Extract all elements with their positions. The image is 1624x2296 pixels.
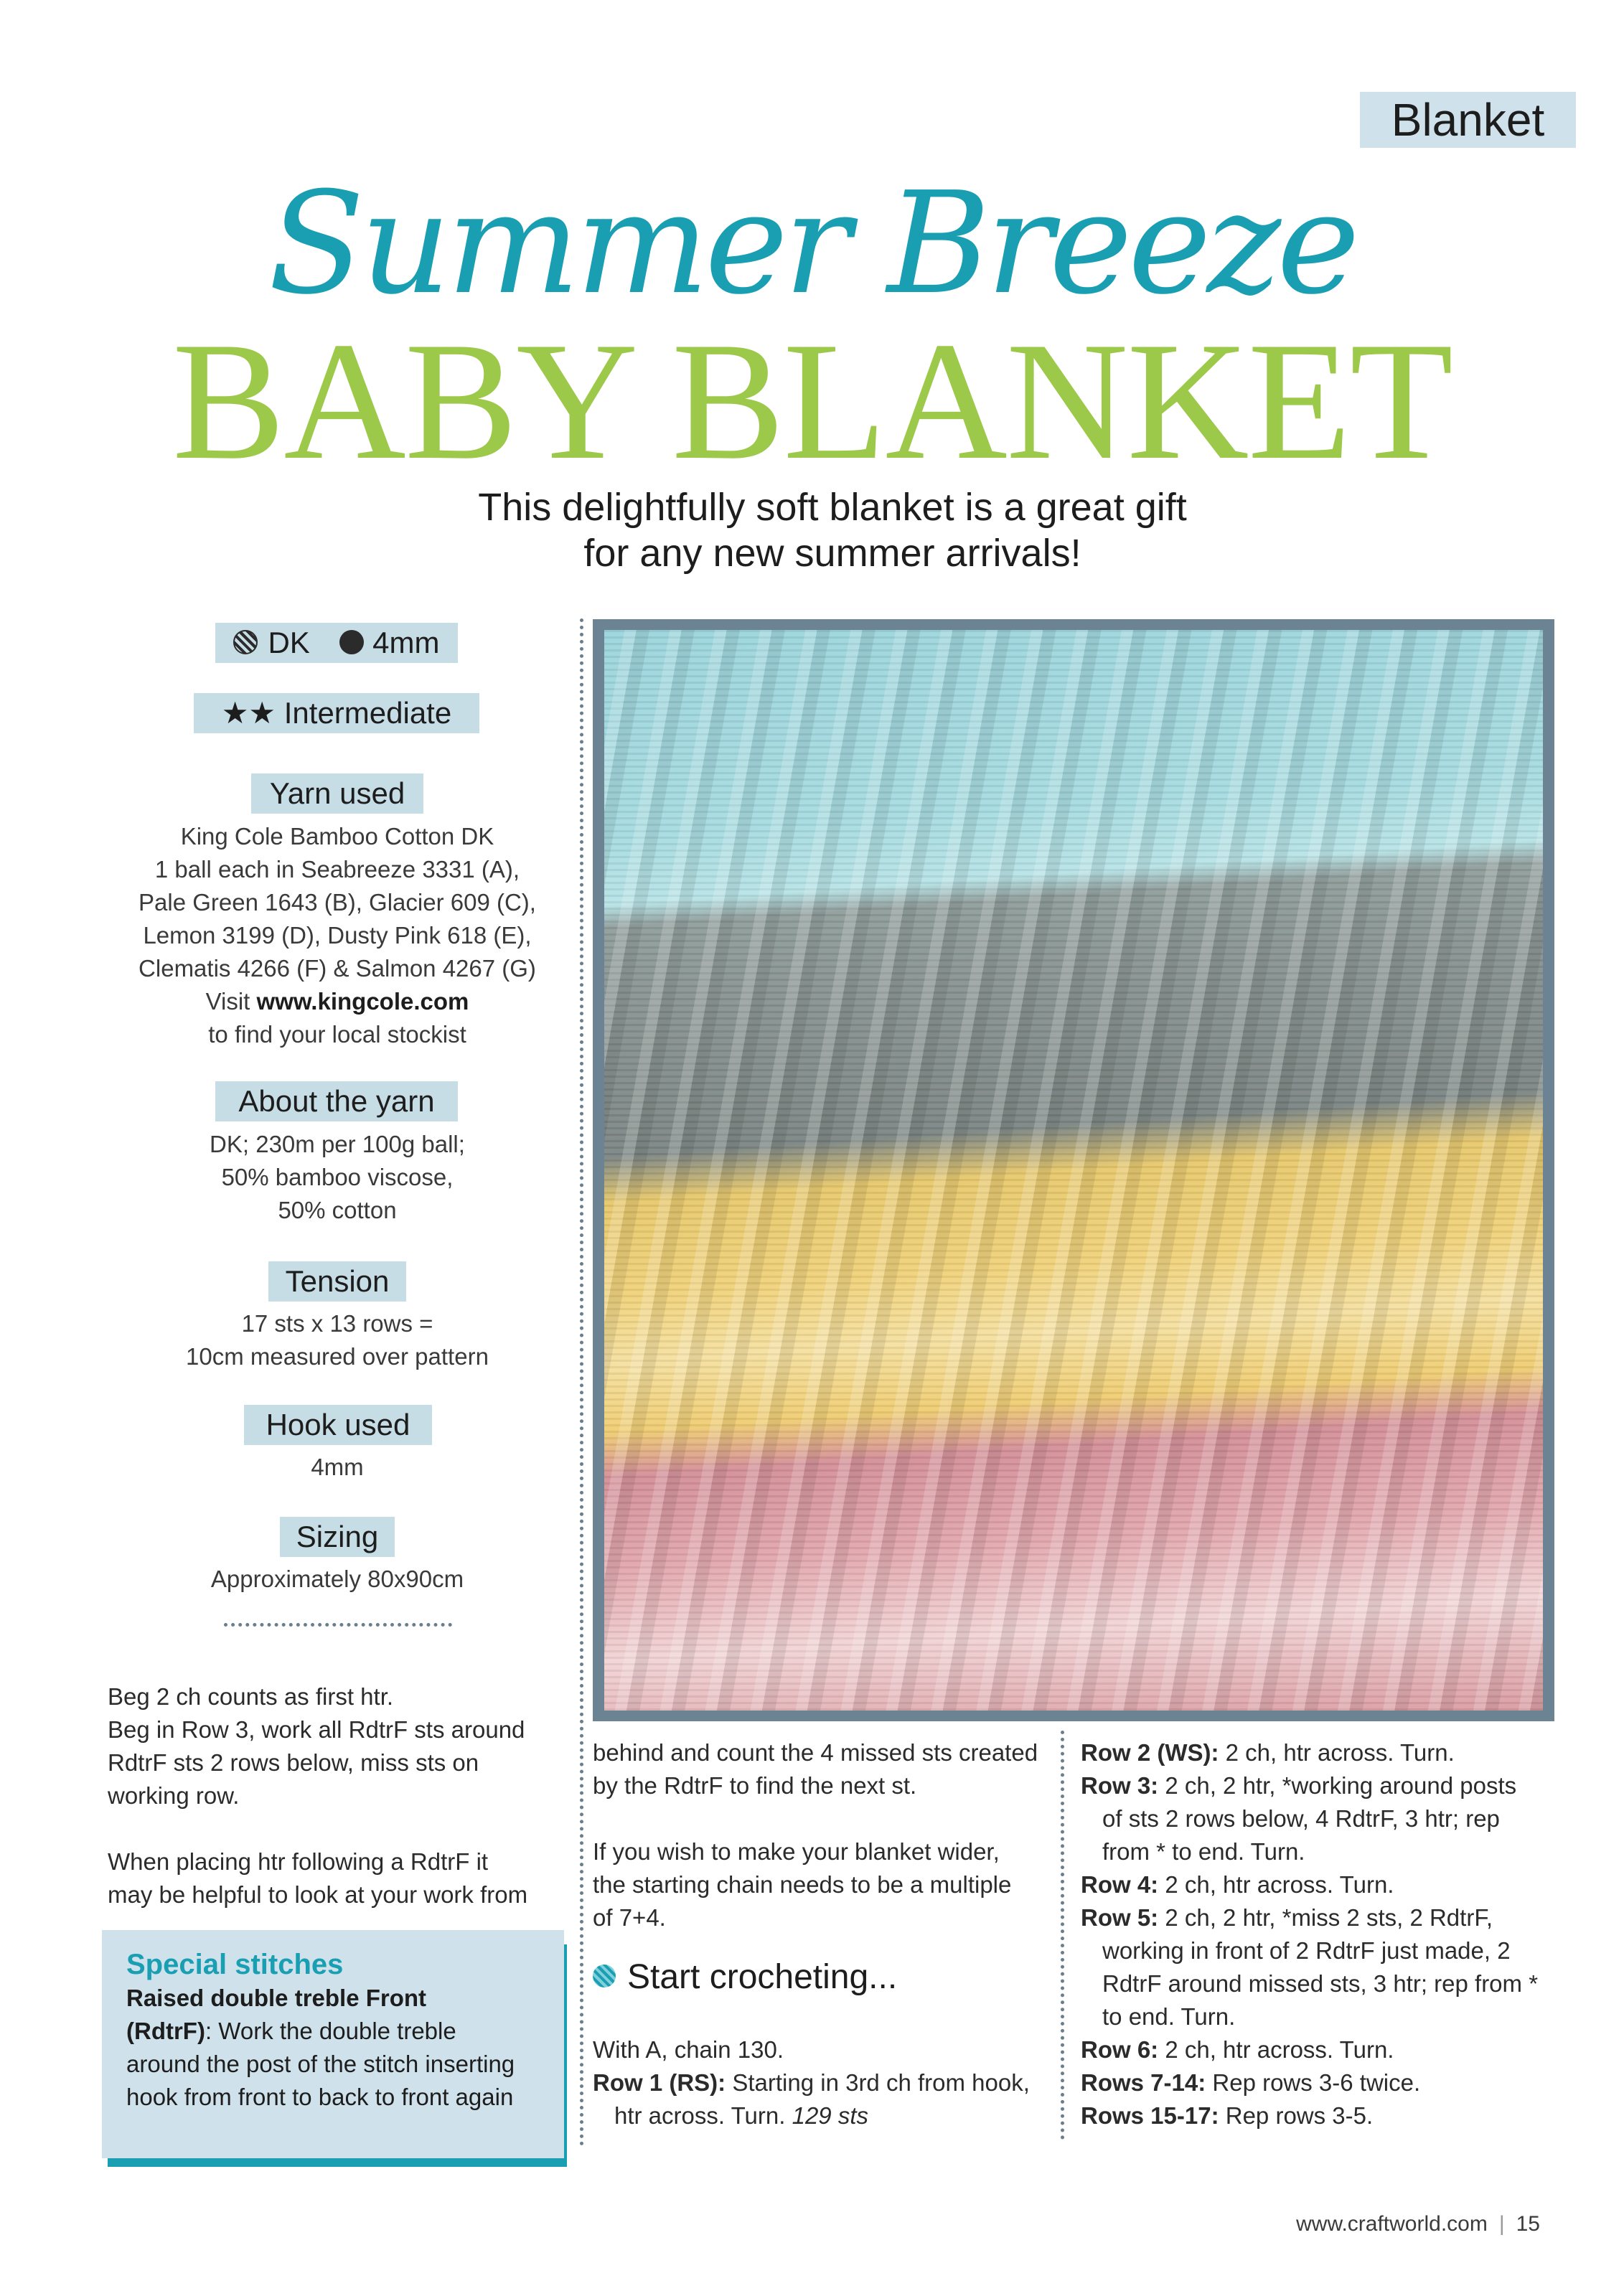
row-6-text: 2 ch, htr across. Turn. xyxy=(1158,2036,1394,2063)
footer-website[interactable]: www.craftworld.com xyxy=(1296,2212,1488,2236)
star-icon: ★★ xyxy=(221,696,276,730)
note-gap xyxy=(108,1812,567,1845)
column-divider-left xyxy=(580,618,583,2147)
row-6-label: Row 6: xyxy=(1081,2036,1159,2063)
special-stitches-def-2: around the post of the stitch inserting xyxy=(126,2051,515,2077)
row-2-label: Row 2 (WS): xyxy=(1081,1739,1219,1766)
subtitle-line-1: This delightfully soft blanket is a great gift xyxy=(478,486,1187,529)
special-stitches-box xyxy=(102,1930,564,2158)
rows-15-17-label: Rows 15-17: xyxy=(1081,2102,1219,2129)
rows-15-17-text: Rep rows 3-5. xyxy=(1219,2102,1374,2129)
title-script: Summer Breeze xyxy=(268,162,1356,326)
row-1-cont xyxy=(593,2099,1052,2132)
subtitle-line-2: for any new summer arrivals! xyxy=(583,532,1081,575)
row-1-label: Row 1 (RS): xyxy=(593,2069,726,2096)
yarn-weight-hook-badge xyxy=(215,623,458,663)
column-divider-right xyxy=(1061,1731,1064,2140)
row-2-text: 2 ch, htr across. Turn. xyxy=(1219,1739,1455,1766)
mid-gap xyxy=(593,1802,1052,1835)
row-3 xyxy=(1081,1769,1554,1802)
row-5-label: Row 5: xyxy=(1081,1904,1159,1931)
kingcole-link[interactable]: www.kingcole.com xyxy=(256,988,469,1015)
footer xyxy=(1220,2210,1540,2239)
row-1-line xyxy=(593,2066,1052,2099)
tension-line: 17 sts x 13 rows = xyxy=(241,1310,433,1337)
row-5-cont: working in front of 2 RdtrF just made, 2 xyxy=(1102,1937,1511,1964)
def-text: : Work the double treble xyxy=(205,2018,456,2044)
yarn-line: King Cole Bamboo Cotton DK xyxy=(180,823,494,850)
page-number: 15 xyxy=(1516,2212,1540,2236)
note-line: may be helpful to look at your work from xyxy=(108,1881,528,1908)
tension-line: 10cm measured over pattern xyxy=(186,1343,489,1370)
special-stitches-term xyxy=(126,1982,540,2015)
section-tag: Blanket xyxy=(1360,92,1576,148)
mid-line: If you wish to make your blanket wider, xyxy=(593,1838,1000,1865)
row-3-label: Row 3: xyxy=(1081,1772,1159,1799)
hook-size: 4mm xyxy=(372,626,440,659)
row-3-text: 2 ch, 2 htr, *working around posts xyxy=(1158,1772,1517,1799)
sizing-value: Approximately 80x90cm xyxy=(210,1566,464,1592)
row-1-cont-text: htr across. Turn. xyxy=(614,2102,792,2129)
yarn-line: 1 ball each in Seabreeze 3331 (A), xyxy=(154,856,520,883)
rows-7-14 xyxy=(1081,2066,1554,2099)
yarn-ball-icon xyxy=(233,630,258,654)
special-stitches-def-3: hook from front to back to front again xyxy=(126,2084,514,2110)
row-4-label: Row 4: xyxy=(1081,1871,1159,1898)
row-4 xyxy=(1081,1868,1554,1901)
term-abbr: (RdtrF) xyxy=(126,2018,205,2044)
yarn-used-label: Yarn used xyxy=(251,773,423,814)
chain-line: With A, chain 130. xyxy=(593,2036,784,2063)
row-5-cont: RdtrF around missed sts, 3 htr; rep from * xyxy=(1102,1970,1539,1997)
yarn-used-info xyxy=(100,820,574,1051)
rows-7-14-text: Rep rows 3-6 twice. xyxy=(1206,2069,1421,2096)
mid-spacer xyxy=(593,1999,1052,2033)
tension-info xyxy=(100,1307,574,1373)
about-yarn-label: About the yarn xyxy=(215,1081,458,1121)
tension-label: Tension xyxy=(268,1261,406,1302)
blanket-photo xyxy=(604,630,1543,1711)
start-crocheting-heading xyxy=(593,1956,1052,1999)
sidebar-divider xyxy=(224,1623,452,1627)
mid-spacer xyxy=(593,1934,1052,1956)
right-column xyxy=(1081,1736,1554,2132)
middle-column xyxy=(593,1736,1052,2132)
term-name: Raised double treble Front xyxy=(126,1985,427,2011)
about-yarn-info xyxy=(100,1128,574,1227)
sizing-label: Sizing xyxy=(280,1517,395,1557)
about-line: 50% cotton xyxy=(278,1197,397,1223)
visit-line xyxy=(100,985,574,1018)
notes-column xyxy=(108,1680,567,1911)
footer-separator: | xyxy=(1498,2212,1505,2236)
yarn-line: Clematis 4266 (F) & Salmon 4267 (G) xyxy=(139,955,536,982)
yarn-line: Lemon 3199 (D), Dusty Pink 618 (E), xyxy=(143,922,532,949)
yarn-ball-icon xyxy=(593,1965,616,1987)
row-1-count: 129 sts xyxy=(792,2102,868,2129)
skill-level-badge xyxy=(194,693,479,733)
row-3-cont: of sts 2 rows below, 4 RdtrF, 3 htr; rep xyxy=(1102,1805,1500,1832)
page-title: BABY BLANKET xyxy=(172,308,1452,495)
yarn-line: Pale Green 1643 (B), Glacier 609 (C), xyxy=(139,889,536,916)
mid-line: the starting chain needs to be a multiple xyxy=(593,1871,1012,1898)
skill-level: Intermediate xyxy=(283,696,452,730)
rows-15-17 xyxy=(1081,2099,1554,2132)
note-line: Beg in Row 3, work all RdtrF sts around xyxy=(108,1716,525,1743)
note-line: When placing htr following a RdtrF it xyxy=(108,1848,489,1875)
note-line: Beg 2 ch counts as first htr. xyxy=(108,1683,394,1710)
row-5-text: 2 ch, 2 htr, *miss 2 sts, 2 RdtrF, xyxy=(1158,1904,1493,1931)
hook-used-label: Hook used xyxy=(244,1405,432,1445)
yarn-weight: DK xyxy=(268,626,310,659)
row-3-cont: from * to end. Turn. xyxy=(1102,1838,1305,1865)
row-1-text: Starting in 3rd ch from hook, xyxy=(726,2069,1030,2096)
special-stitches-title: Special stitches xyxy=(126,1949,344,1980)
row-5 xyxy=(1081,1901,1554,1934)
hook-icon xyxy=(339,630,364,654)
row-6 xyxy=(1081,2033,1554,2066)
about-line: 50% bamboo viscose, xyxy=(221,1164,454,1190)
start-heading-text: Start crocheting... xyxy=(627,1958,898,1996)
mid-line: behind and count the 4 missed sts created xyxy=(593,1739,1038,1766)
subtitle xyxy=(273,484,1392,576)
special-stitches-def-1 xyxy=(126,2015,540,2048)
mid-line: by the RdtrF to find the next st. xyxy=(593,1772,917,1799)
row-5-cont: to end. Turn. xyxy=(1102,2003,1236,2030)
hook-used-value: 4mm xyxy=(311,1454,364,1480)
about-line: DK; 230m per 100g ball; xyxy=(210,1131,465,1157)
visit-prefix: Visit xyxy=(205,988,257,1015)
note-line: working row. xyxy=(108,1782,240,1809)
row-2 xyxy=(1081,1736,1554,1769)
visit-suffix: to find your local stockist xyxy=(208,1021,466,1048)
note-line: RdtrF sts 2 rows below, miss sts on xyxy=(108,1749,479,1776)
rows-7-14-label: Rows 7-14: xyxy=(1081,2069,1206,2096)
mid-line: of 7+4. xyxy=(593,1904,666,1931)
row-4-text: 2 ch, htr across. Turn. xyxy=(1158,1871,1394,1898)
